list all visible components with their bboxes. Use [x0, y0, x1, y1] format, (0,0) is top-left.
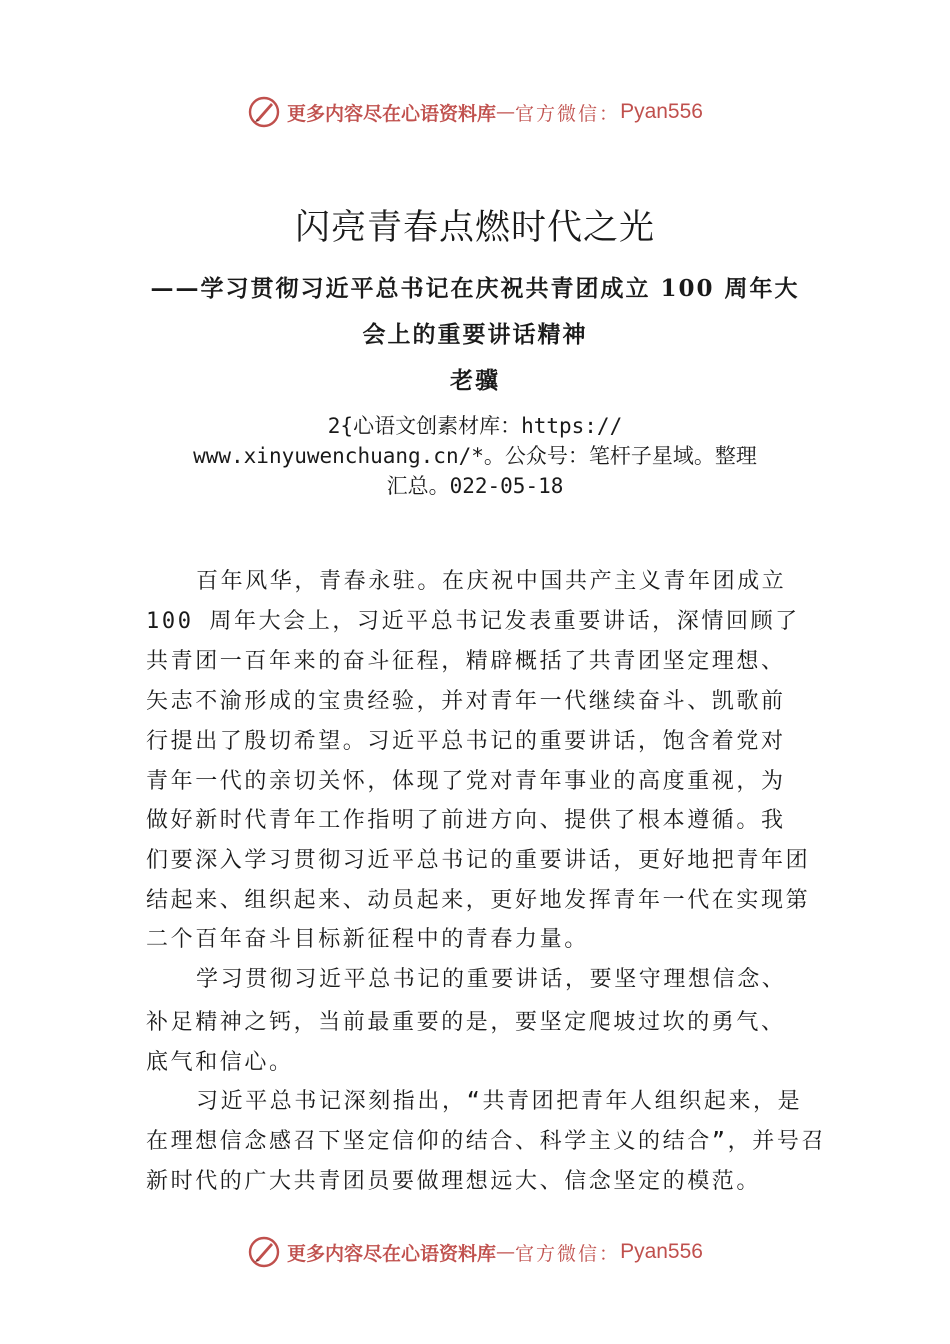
body-text-line: 行提出了殷切希望。习近平总书记的重要讲话，饱含着党对: [146, 729, 786, 754]
body-text-line: 青年一代的亲切关怀，体现了党对青年事业的高度重视，为: [146, 769, 786, 794]
body-text-line: 结起来、组织起来、动员起来，更好地发挥青年一代在实现第: [146, 888, 811, 913]
source-note-line: 2{心语文创素材库：https://: [327, 414, 623, 438]
quill-logo-icon: [247, 95, 281, 129]
body-text-line: 新时代的广大共青团员要做理想远大、信念坚定的模范。: [146, 1169, 762, 1194]
source-note-line: www.xinyuwenchuang.cn/*。公众号：笔杆子星域。整理: [193, 444, 757, 468]
banner-wechat-id: Pyan556: [620, 1240, 703, 1263]
header-banner: [0, 92, 950, 132]
banner-separator: —: [496, 1241, 516, 1263]
quill-logo-icon: [247, 1235, 281, 1269]
banner-wechat-label: 官方微信：: [515, 102, 621, 125]
body-text-line: 习近平总书记深刻指出，“共青团把青年人组织起来，是: [196, 1089, 803, 1114]
body-text-line: 补足精神之钙，当前最重要的是，要坚定爬坡过坎的勇气、: [146, 1010, 786, 1035]
body-text-line: 百年风华，青春永驻。在庆祝中国共产主义青年团成立: [196, 569, 787, 594]
banner-wechat-id: Pyan556: [620, 100, 703, 123]
body-text-line: 矢志不渝形成的宝贵经验，并对青年一代继续奋斗、凯歌前: [146, 689, 786, 714]
body-text-line: 二个百年奋斗目标新征程中的青春力量。: [146, 927, 589, 952]
body-text-line: 共青团一百年来的奋斗征程，精辟概括了共青团坚定理想、: [146, 649, 786, 674]
banner-separator: —: [496, 101, 516, 123]
article-title: 闪亮青春点燃时代之光: [294, 208, 655, 248]
banner-wechat-label: 官方微信：: [515, 1242, 621, 1265]
body-text-line: 100 周年大会上，习近平总书记发表重要讲话，深情回顾了: [146, 609, 800, 634]
body-text-line: 在理想信念感召下坚定信仰的结合、科学主义的结合”，并号召: [146, 1129, 827, 1154]
body-text-line: 学习贯彻习近平总书记的重要讲话，要坚守理想信念、: [196, 967, 787, 992]
banner-brand: 更多内容尽在心语资料库: [287, 1242, 497, 1265]
source-note-line: 汇总。022-05-18: [386, 474, 564, 498]
footer-banner: [0, 1232, 950, 1272]
article-subtitle-line: 会上的重要讲话精神: [362, 321, 588, 348]
body-text-line: 底气和信心。: [146, 1050, 294, 1075]
body-text-line: 做好新时代青年工作指明了前进方向、提供了根本遵循。我: [146, 808, 786, 833]
banner-brand: 更多内容尽在心语资料库: [287, 102, 497, 125]
article-subtitle-line: ——学习贯彻习近平总书记在庆祝共青团成立 100 周年大: [150, 275, 800, 302]
body-text-line: 们要深入学习贯彻习近平总书记的重要讲话，更好地把青年团: [146, 848, 811, 873]
article-author: 老骥: [450, 367, 500, 394]
